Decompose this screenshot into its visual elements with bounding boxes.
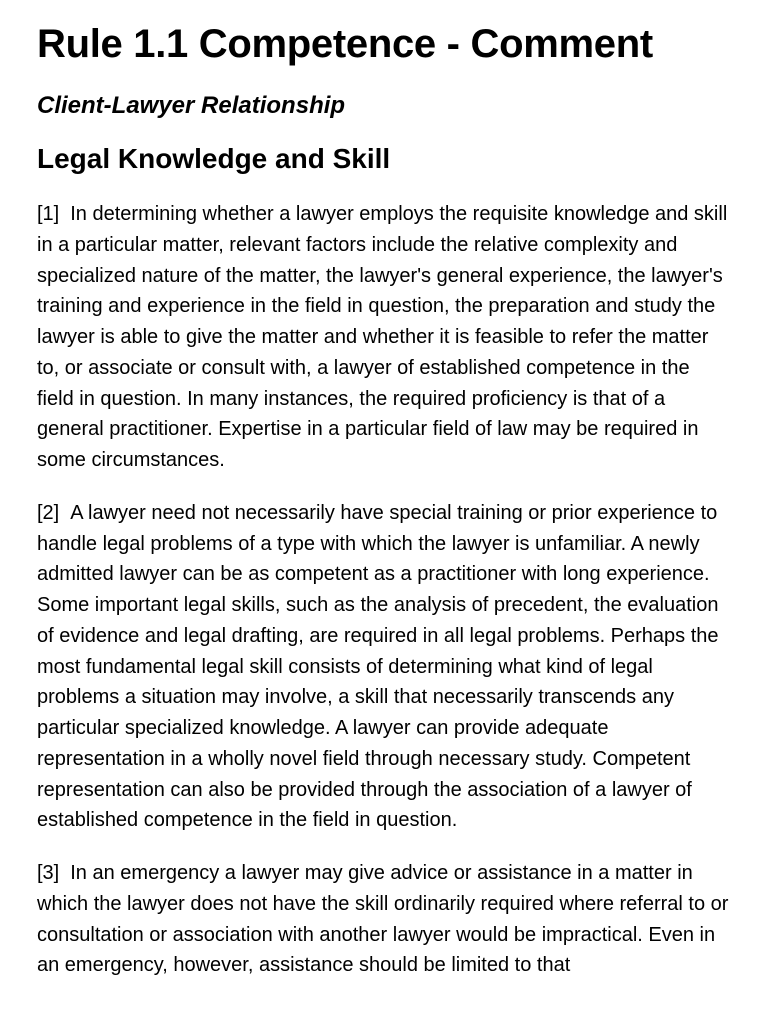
page-title: Rule 1.1 Competence - Comment: [37, 22, 653, 66]
comment-paragraph-2: [37, 498, 730, 836]
paragraph-number: [3]: [37, 862, 60, 884]
paragraph-text: A lawyer need not necessarily have special training or prior experience to handle legal problems of a type with which the lawyer is unfamiliar. A newly admitted lawyer can be as competent as a practitioner with long experience. Some important legal skills, such as the analysis of precedent, the evaluation of evidence and legal drafting, are required in all legal problems. Perhaps the most fundamental legal skill consists of determining what kind of legal problems a situation may involve, a skill that necessarily transcends any particular specialized knowledge. A lawyer can provide adequate representation in a wholly novel field through necessary study. Competent representation can also be provided through the association of a lawyer of established competence in the field in question.: [37, 501, 719, 832]
paragraph-number: [2]: [37, 501, 60, 524]
section-heading: Legal Knowledge and Skill: [37, 143, 391, 174]
paragraph-text: In an emergency a lawyer may give advice or assistance in a matter in which the lawyer does not have the skill ordinarily required where referral to or consultation or association with another lawyer would be impractical. Even in an emergency, however, assistance should be limited to that: [37, 862, 729, 977]
category-subtitle: Client-Lawyer Relationship: [37, 92, 346, 119]
paragraph-text: In determining whether a lawyer employs the requisite knowledge and skill in a particular matter, relevant factors include the relative complexity and specialized nature of the matter, the lawyer's general experience, the lawyer's training and experience in the field in question, the preparation and study the lawyer is able to give the matter and whether it is feasible to refer the matter to, or associate or consult with, a lawyer of established competence in the field in question. In many instances, the required proficiency is that of a general practitioner. Expertise in a particular field of law may be required in some circumstances.: [37, 203, 728, 471]
paragraph-number: [1]: [37, 203, 60, 225]
comment-paragraph-3: [37, 858, 730, 981]
comment-paragraph-1: [37, 199, 730, 476]
